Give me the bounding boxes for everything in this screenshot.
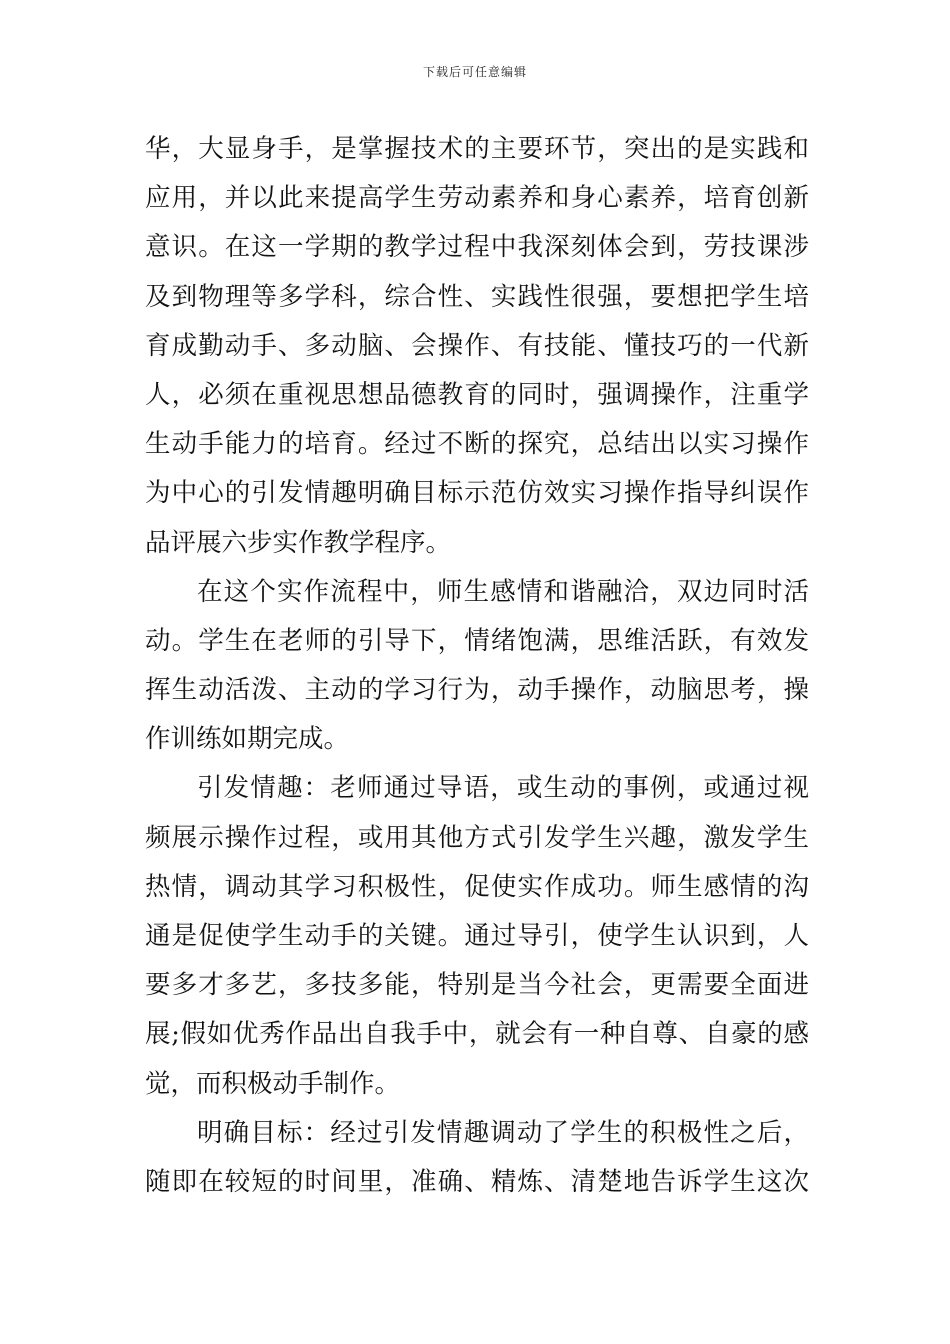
page-header: 下载后可任意编辑: [422, 65, 527, 79]
text-line: 育成勤动手、多动脑、会操作、有技能、懂技巧的一代新: [145, 330, 809, 361]
text-line: 热情，调动其学习积极性，促使实作成功。师生感情的沟: [145, 871, 809, 902]
text-line: 应用，并以此来提高学生劳动素养和身心素养，培育创新: [145, 183, 809, 214]
text-line: 展;假如优秀作品出自我手中，就会有一种自尊、自豪的感: [145, 1019, 809, 1050]
text-line: 为中心的引发情趣明确目标示范仿效实习操作指导纠误作: [145, 478, 809, 509]
text-line: 华，大显身手，是掌握技术的主要环节，突出的是实践和: [145, 134, 809, 164]
text-line: 生动手能力的培育。经过不断的探究，总结出以实习操作: [145, 429, 809, 460]
text-line: 动。学生在老师的引导下，情绪饱满，思维活跃，有效发: [145, 625, 809, 656]
text-line: 要多才多艺，多技多能，特别是当今社会，更需要全面进: [145, 970, 809, 1001]
text-line: 明确目标：经过引发情趣调动了学生的积极性之后，: [197, 1117, 809, 1148]
text-line: 引发情趣：老师通过导语，或生动的事例，或通过视: [197, 773, 809, 804]
text-line: 品评展六步实作教学程序。: [145, 527, 452, 558]
text-line: 觉，而积极动手制作。: [145, 1068, 401, 1099]
document-body: [145, 125, 809, 1207]
text-line: 频展示操作过程，或用其他方式引发学生兴趣，激发学生: [145, 822, 809, 853]
text-line: 作训练如期完成。: [145, 724, 350, 755]
text-line: 及到物理等多学科，综合性、实践性很强，要想把学生培: [145, 281, 809, 312]
text-line: 通是促使学生动手的关键。通过导引，使学生认识到，人: [145, 921, 809, 951]
text-line: 意识。在这一学期的教学过程中我深刻体会到，劳技课涉: [145, 232, 809, 263]
text-line: 随即在较短的时间里，准确、精炼、清楚地告诉学生这次: [145, 1166, 809, 1197]
text-line: 挥生动活泼、主动的学习行为，动手操作，动脑思考，操: [145, 675, 809, 706]
text-line: 人，必须在重视思想品德教育的同时，强调操作，注重学: [145, 379, 809, 410]
text-line: 在这个实作流程中，师生感情和谐融洽，双边同时活: [197, 576, 809, 607]
